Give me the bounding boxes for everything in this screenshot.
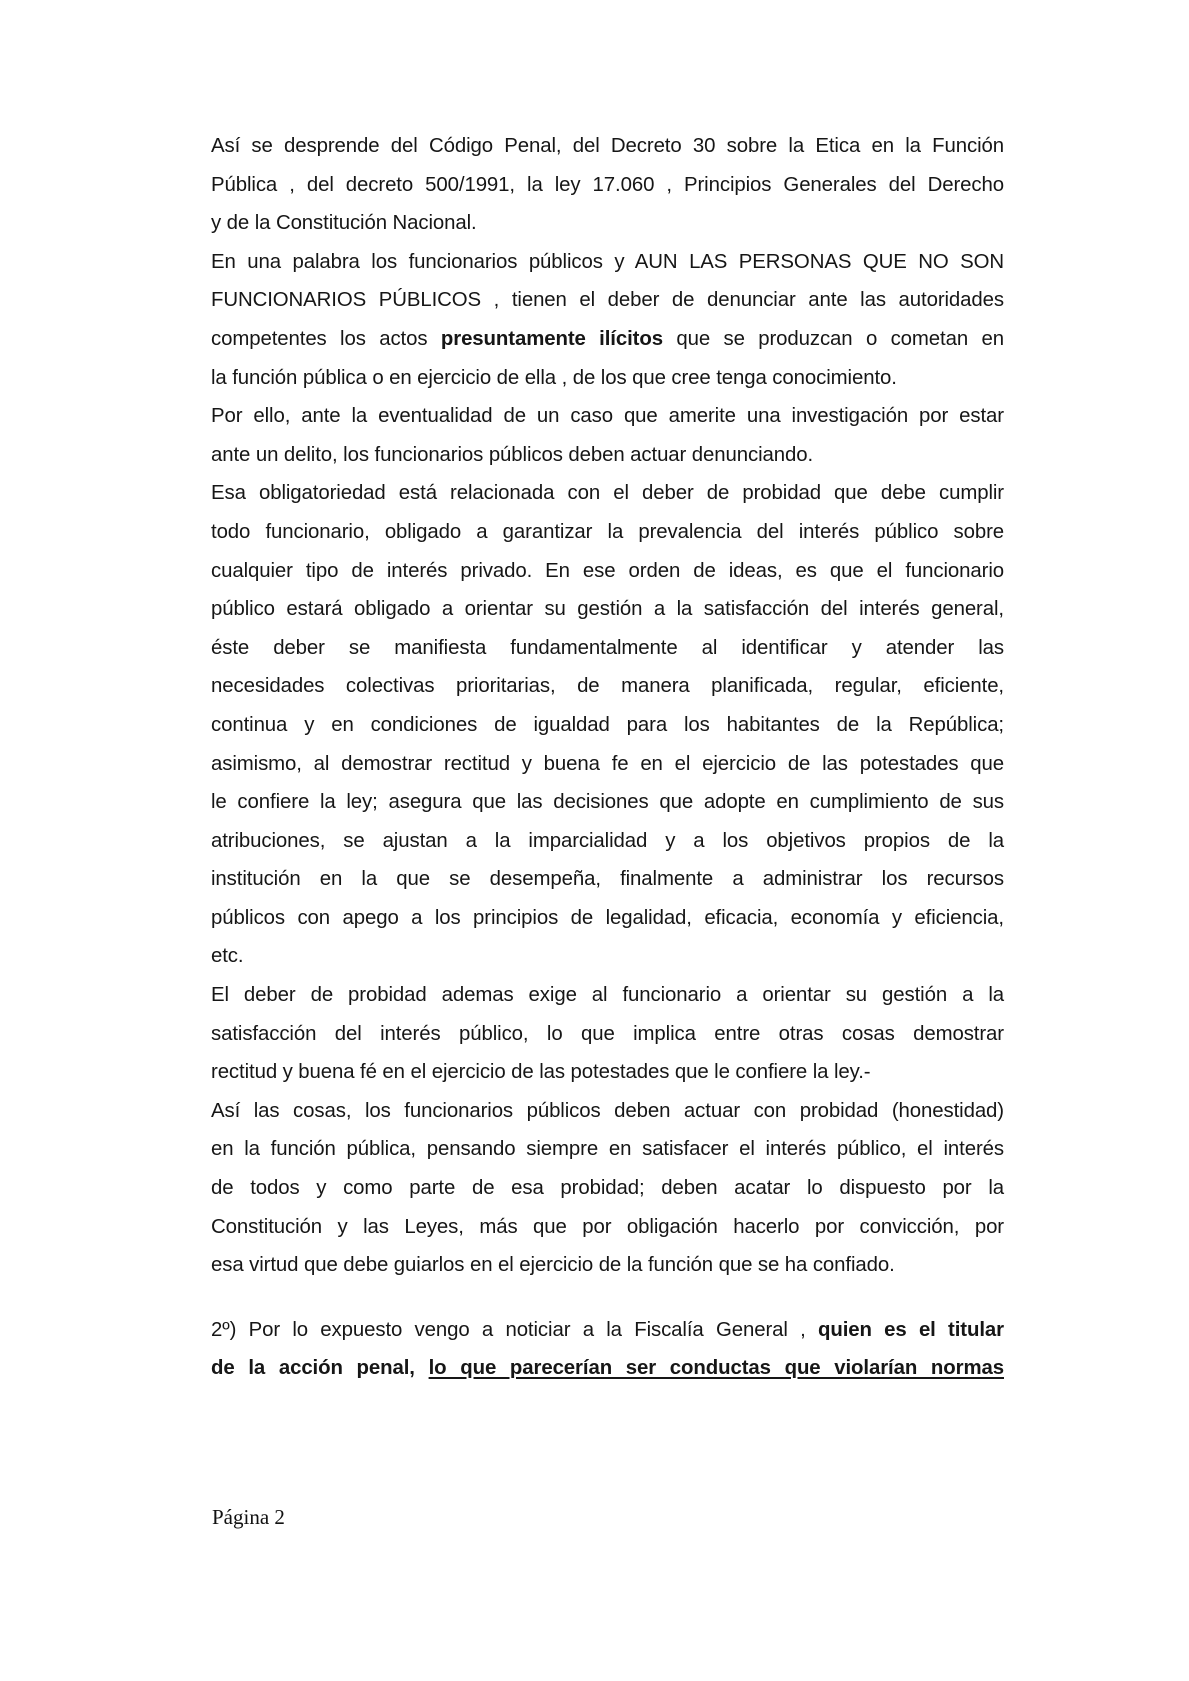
paragraph (211, 127, 1004, 243)
text-line (211, 474, 1004, 513)
text-line (211, 745, 1004, 784)
text-line (211, 1349, 1004, 1388)
text-line (211, 1053, 1004, 1092)
paragraph-spacer (211, 1285, 1004, 1311)
text-line (211, 783, 1004, 822)
text-line (211, 1246, 1004, 1285)
text-line (211, 127, 1004, 166)
text-segment: ante un delito, los funcionarios públicos deben actuar denunciando. (211, 443, 814, 466)
text-line (211, 204, 1004, 243)
text-line (211, 513, 1004, 552)
text-segment: le confiere la ley; asegura que las decisiones que adopte en cumplimiento de sus (211, 791, 1004, 814)
underlined-bold-text: lo que parecerían ser conductas que violarían normas (428, 1357, 1004, 1380)
page-number-footer: Página 2 (212, 1505, 285, 1529)
document-body (211, 127, 1004, 1388)
text-segment: asimismo, al demostrar rectitud y buena fe en el ejercicio de las potestades que (211, 752, 1004, 775)
text-segment: y de la Constitución Nacional. (211, 212, 477, 235)
text-line (211, 860, 1004, 899)
text-segment: continua y en condiciones de igualdad para los habitantes de la República; (211, 713, 1004, 736)
text-line (211, 1130, 1004, 1169)
text-line (211, 590, 1004, 629)
text-line (211, 281, 1004, 320)
text-segment: éste deber se manifiesta fundamentalmente al identificar y atender las (211, 636, 1004, 659)
text-line (211, 1169, 1004, 1208)
text-segment: todo funcionario, obligado a garantizar la prevalencia del interés público sobre (211, 520, 1004, 543)
paragraph (211, 474, 1004, 976)
text-line (211, 1015, 1004, 1054)
text-segment: El deber de probidad ademas exige al funcionario a orientar su gestión a la (211, 984, 1004, 1007)
text-line (211, 1208, 1004, 1247)
text-segment: competentes los actos (211, 327, 441, 350)
text-segment: Pública , del decreto 500/1991, la ley 17.060 , Principios Generales del Derecho (211, 173, 1004, 196)
bold-text: de la acción penal, (211, 1357, 429, 1380)
text-segment: atribuciones, se ajustan a la imparcialidad y a los objetivos propios de la (211, 829, 1004, 852)
paragraph (211, 243, 1004, 397)
text-segment: satisfacción del interés público, lo que implica entre otras cosas demostrar (211, 1022, 1004, 1045)
text-segment: de todos y como parte de esa probidad; deben acatar lo dispuesto por la (211, 1177, 1004, 1200)
text-line (211, 243, 1004, 282)
text-segment: en la función pública, pensando siempre en satisfacer el interés público, el interés (211, 1138, 1004, 1161)
text-line (211, 359, 1004, 398)
text-line (211, 1311, 1004, 1350)
text-segment: Así se desprende del Código Penal, del Decreto 30 sobre la Etica en la Función (211, 135, 1004, 157)
text-line (211, 667, 1004, 706)
paragraph (211, 976, 1004, 1092)
text-line (211, 552, 1004, 591)
text-segment: públicos con apego a los principios de legalidad, eficacia, economía y eficiencia, (211, 906, 1004, 929)
paragraph (211, 1311, 1004, 1388)
bold-text: presuntamente ilícitos (440, 327, 663, 350)
text-segment: esa virtud que debe guiarlos en el ejercicio de la función que se ha confiado. (211, 1254, 895, 1277)
text-segment: Así las cosas, los funcionarios públicos deben actuar con probidad (honestidad) (211, 1099, 1004, 1122)
text-segment: Por ello, ante la eventualidad de un caso que amerite una investigación por estar (211, 405, 1004, 428)
text-line (211, 436, 1004, 475)
text-line (211, 629, 1004, 668)
text-line (211, 320, 1004, 359)
text-segment: institución en la que se desempeña, finalmente a administrar los recursos (211, 868, 1004, 891)
text-segment: etc. (211, 945, 244, 968)
text-line (211, 937, 1004, 976)
text-segment: FUNCIONARIOS PÚBLICOS , tienen el deber de denunciar ante las autoridades (211, 289, 1004, 312)
text-segment: público estará obligado a orientar su gestión a la satisfacción del interés general, (211, 598, 1004, 621)
text-segment: necesidades colectivas prioritarias, de manera planificada, regular, eficiente, (211, 675, 1004, 698)
text-segment: la función pública o en ejercicio de ella , de los que cree tenga conocimiento. (211, 366, 897, 389)
text-line (211, 822, 1004, 861)
text-segment: cualquier tipo de interés privado. En ese orden de ideas, es que el funcionario (211, 559, 1004, 582)
text-line (211, 976, 1004, 1015)
text-segment: que se produzcan o cometan en (662, 327, 1004, 350)
bold-text: quien es el titular (817, 1318, 1004, 1341)
text-line (211, 899, 1004, 938)
text-line (211, 1092, 1004, 1131)
text-segment: rectitud y buena fé en el ejercicio de las potestades que le confiere la ley.- (211, 1061, 871, 1084)
paragraph (211, 397, 1004, 474)
text-line (211, 166, 1004, 205)
text-segment: 2º) Por lo expuesto vengo a noticiar a la Fiscalía General , (211, 1318, 818, 1341)
text-segment: Esa obligatoriedad está relacionada con el deber de probidad que debe cumplir (211, 482, 1004, 505)
text-segment: En una palabra los funcionarios públicos y AUN LAS PERSONAS QUE NO SON (211, 250, 1004, 273)
paragraph (211, 1092, 1004, 1285)
text-segment: Constitución y las Leyes, más que por obligación hacerlo por convicción, por (211, 1215, 1004, 1238)
text-line (211, 706, 1004, 745)
text-line (211, 397, 1004, 436)
